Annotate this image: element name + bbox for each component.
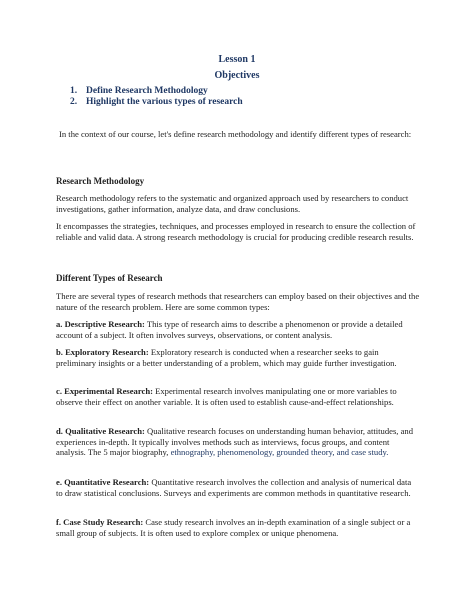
type-item-qualitative <box>56 426 420 458</box>
objectives-list <box>70 86 243 108</box>
objective-number: 2. <box>70 97 78 107</box>
type-label: a. Descriptive Research: <box>56 319 145 329</box>
intro-paragraph: In the context of our course, let's define research methodology and identify different types of research: <box>59 129 412 139</box>
type-item-case-study <box>56 517 420 538</box>
types-intro-paragraph: There are several types of research methods that researchers can employ based on their objectives and the nature of the research problem. Here are some common types: <box>56 291 420 312</box>
type-text: This type of research aims to describe a phenomenon or provide a detailed account of a subject. It often involves surveys, observations, or content analysis. <box>56 319 403 340</box>
type-item-quantitative <box>56 477 420 498</box>
type-label: c. Experimental Research: <box>56 386 153 396</box>
type-label: f. Case Study Research: <box>56 517 144 527</box>
type-item-exploratory <box>56 347 420 368</box>
research-methodology-paragraph-1: Research methodology refers to the systematic and organized approach used by researchers to conduct investigations, gather information, analyze data, and draw conclusions. <box>56 193 409 214</box>
type-text: Case study research involves an in-depth examination of a single subject or a small group of subjects. It is often used to explore complex or unique phenomena. <box>56 517 411 538</box>
type-label: d. Qualitative Research: <box>56 426 145 436</box>
objective-item <box>70 97 243 108</box>
objective-item <box>70 86 243 97</box>
type-text: Quantitative research involves the collection and analysis of numerical data to draw statistical conclusions. Surveys and experiments are common methods in quantitative research. <box>56 477 412 498</box>
type-label: b. Exploratory Research: <box>56 347 149 357</box>
research-methodology-heading: Research Methodology <box>56 176 145 186</box>
type-text: Exploratory research is conducted when a researcher seeks to gain preliminary insights or a better understanding of a problem, which may guide further investigation. <box>56 347 397 368</box>
objectives-title: Objectives <box>214 70 260 81</box>
type-text: Qualitative research focuses on understanding human behavior, attitudes, and experiences in-depth. It typically involves methods such as interviews, focus groups, and content analysis. The 5 major biography, <box>56 426 414 458</box>
types-heading: Different Types of Research <box>56 273 163 283</box>
objective-text: Define Research Methodology <box>86 86 208 96</box>
type-label: e. Quantitative Research: <box>56 477 150 487</box>
objective-text: Highlight the various types of research <box>86 97 243 107</box>
research-methodology-paragraph-2: It encompasses the strategies, techniques, and processes employed in research to ensure the collection of reliable and valid data. A strong research methodology is crucial for producing credible research results. <box>56 221 416 242</box>
type-item-experimental <box>56 386 420 407</box>
research-approaches-link[interactable]: ethnography, phenomenology, grounded theory, and case study. <box>170 447 389 458</box>
lesson-title: Lesson 1 <box>218 54 256 65</box>
type-text: Experimental research involves manipulating one or more variables to observe their effect on another variable. It is often used to establish cause-and-effect relationships. <box>56 386 397 407</box>
type-item-descriptive <box>56 319 420 340</box>
objective-number: 1. <box>70 86 78 96</box>
